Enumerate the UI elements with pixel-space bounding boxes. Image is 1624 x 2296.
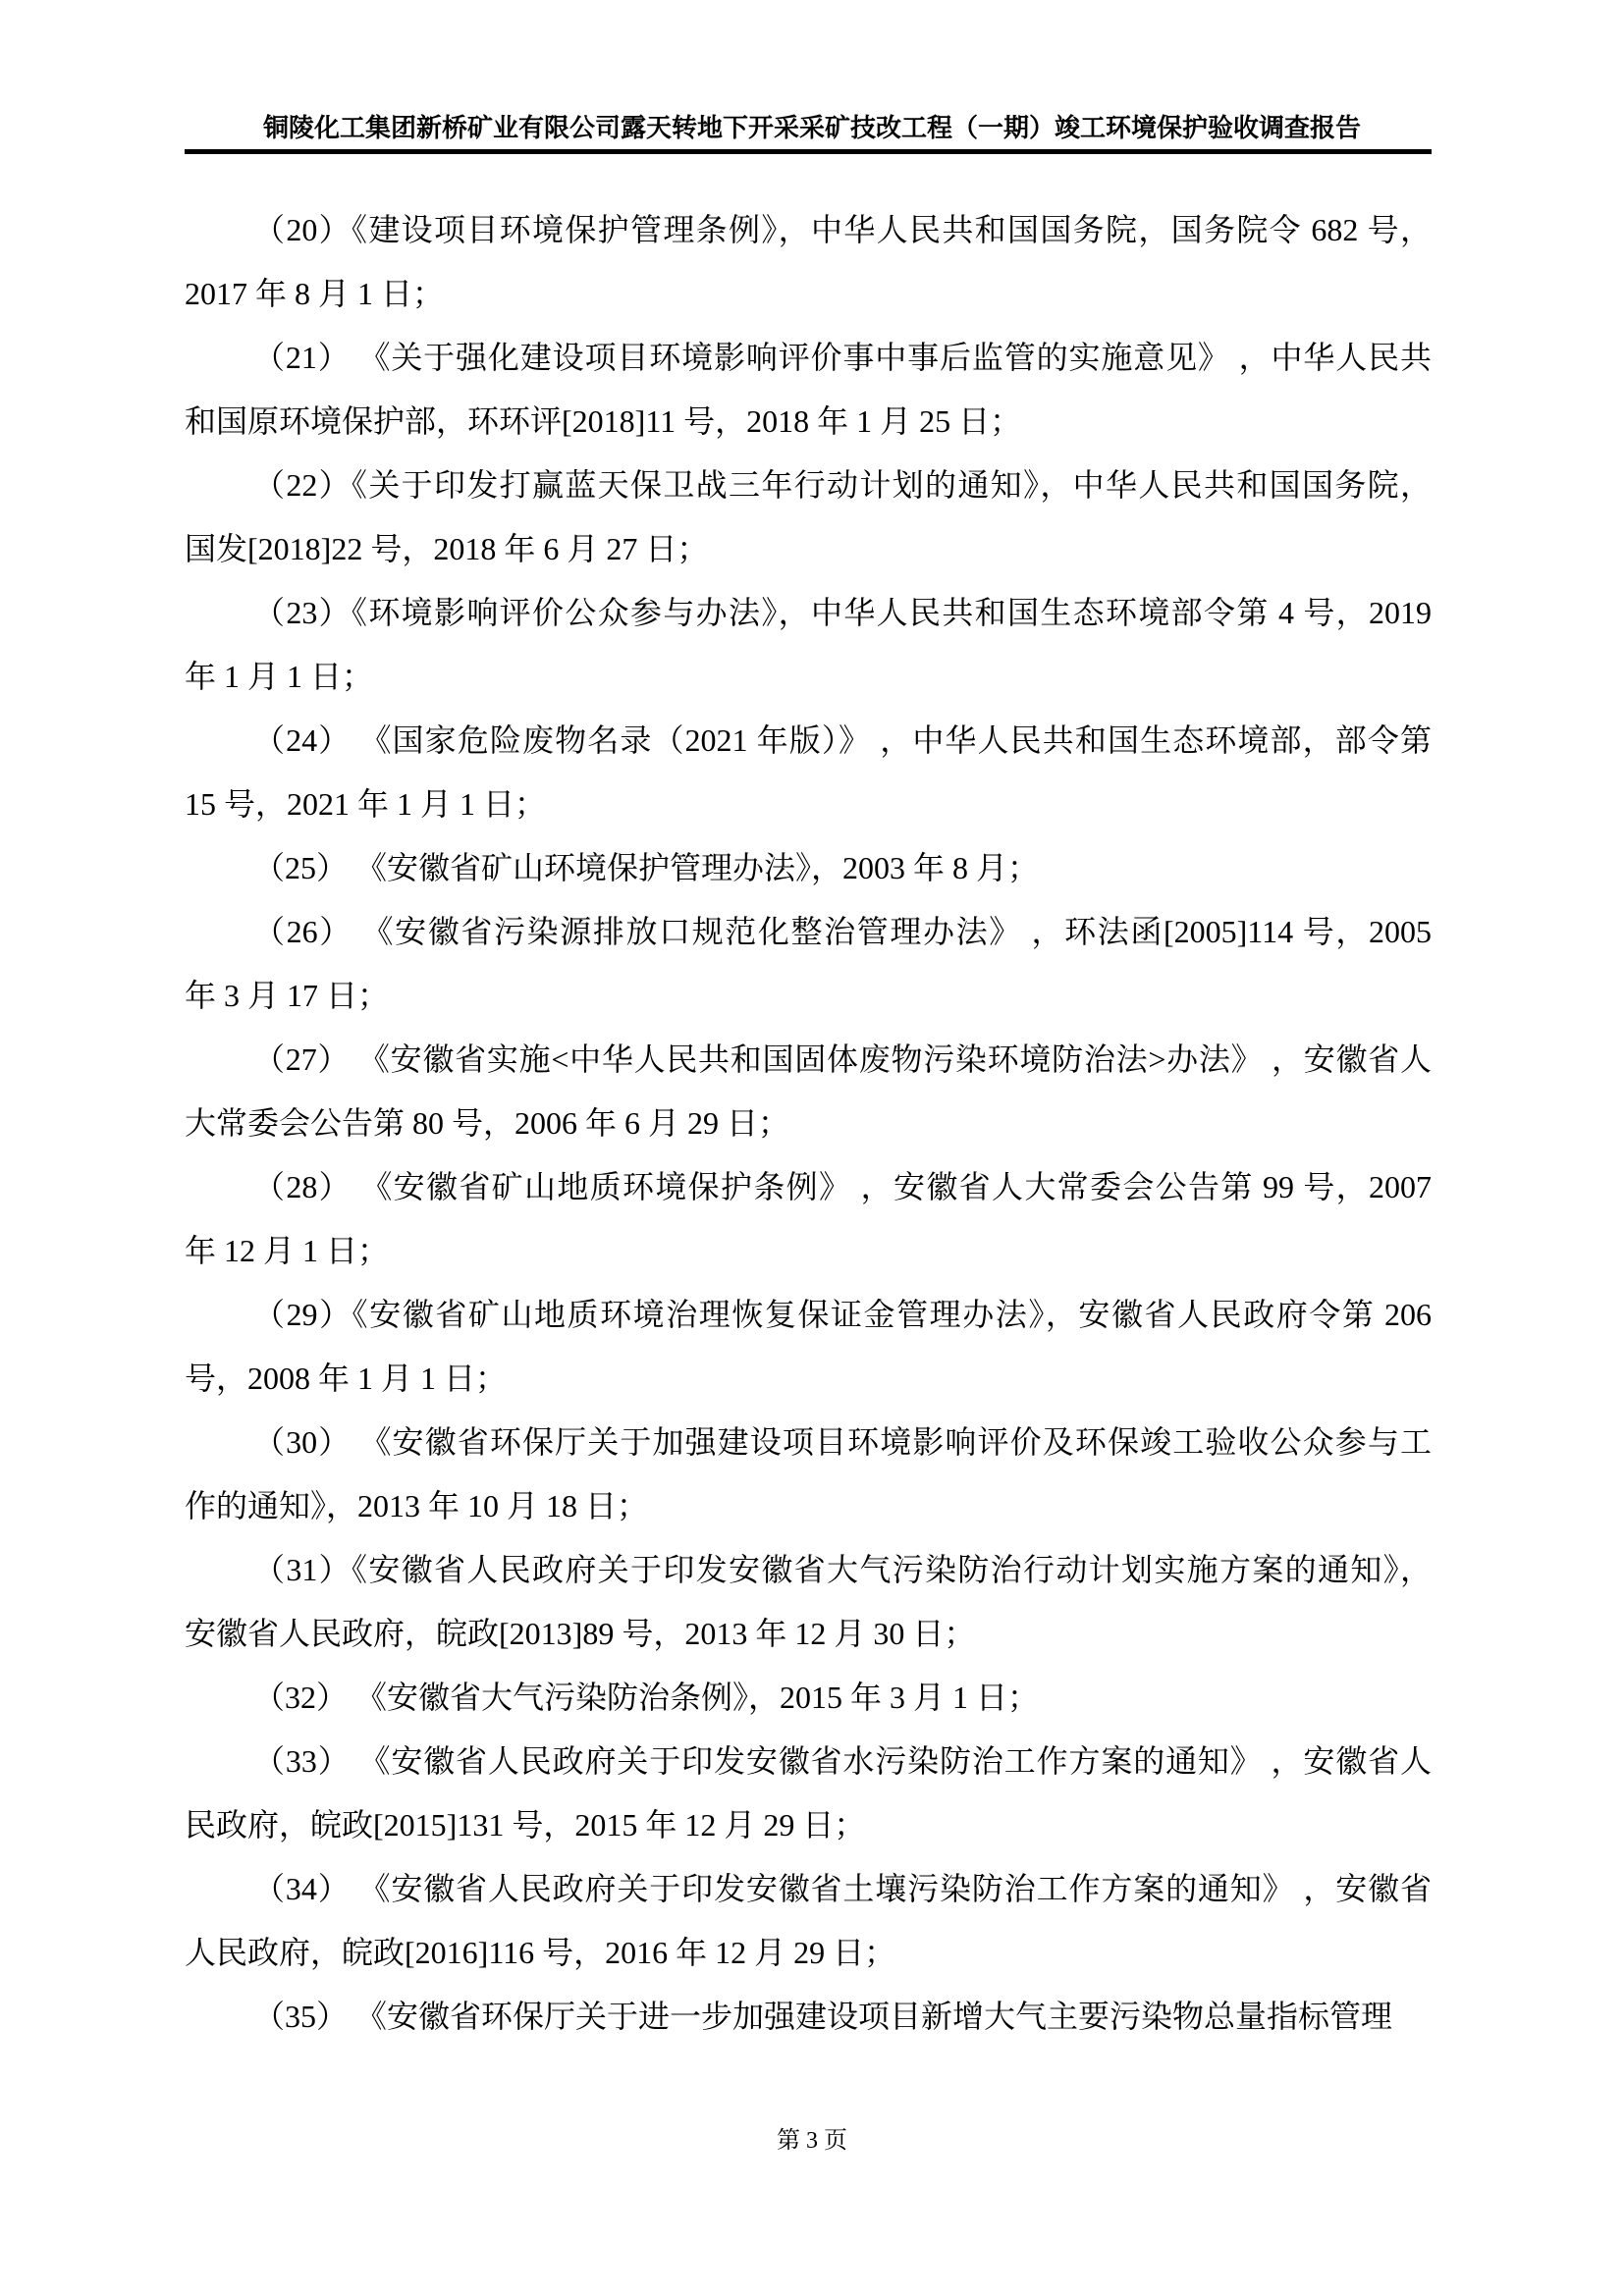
text-line: （23）《环境影响评价公众参与办法》，中华人民共和国生态环境部令第 4 号，2019 (253, 595, 1432, 630)
text-line: 年 1 月 1 日； (185, 659, 374, 694)
text-line: （27） 《安徽省实施<中华人民共和国固体废物污染环境防治法>办法》 ，安徽省人 (253, 1041, 1432, 1077)
text-line: 和国原环境保护部，环环评[2018]11 号，2018 年 1 月 25 日； (185, 403, 1022, 439)
text-line: 年 12 月 1 日； (185, 1233, 390, 1268)
text-line: （32） 《安徽省大气污染防治条例》，2015 年 3 月 1 日； (253, 1680, 1040, 1715)
text-line: 号，2008 年 1 月 1 日； (185, 1361, 508, 1396)
text-line: 民政府，皖政[2015]131 号，2015 年 12 月 29 日； (185, 1807, 866, 1842)
references-list (185, 198, 1432, 2049)
reference-item-20 (185, 198, 1432, 326)
header-rule (185, 149, 1432, 154)
reference-item-31 (185, 1538, 1432, 1666)
text-line: 作的通知》，2013 年 10 月 18 日； (185, 1488, 649, 1523)
reference-item-34 (185, 1857, 1432, 1985)
text-line: （31）《安徽省人民政府关于印发安徽省大气污染防治行动计划实施方案的通知》， (253, 1552, 1432, 1587)
text-line: （26） 《安徽省污染源排放口规范化整治管理办法》 ，环法函[2005]114 号，2005 (253, 914, 1432, 949)
text-line: （25） 《安徽省矿山环境保护管理办法》，2003 年 8 月； (253, 850, 1040, 885)
reference-item-28 (185, 1155, 1432, 1283)
text-line: 2017 年 8 月 1 日； (185, 276, 445, 311)
text-line: （22）《关于印发打赢蓝天保卫战三年行动计划的通知》，中华人民共和国国务院， (253, 467, 1432, 503)
reference-item-32 (185, 1666, 1432, 1730)
reference-item-21 (185, 326, 1432, 454)
text-line: 人民政府，皖政[2016]116 号，2016 年 12 月 29 日； (185, 1935, 896, 1970)
text-line: （29）《安徽省矿山地质环境治理恢复保证金管理办法》，安徽省人民政府令第 206 (253, 1297, 1432, 1332)
reference-item-30 (185, 1411, 1432, 1538)
page-number: 第 3 页 (777, 2128, 847, 2154)
text-line: 国发[2018]22 号，2018 年 6 月 27 日； (185, 531, 709, 566)
reference-item-29 (185, 1283, 1432, 1411)
text-line: （33） 《安徽省人民政府关于印发安徽省水污染防治工作方案的通知》 ，安徽省人 (253, 1743, 1432, 1779)
text-line: （34） 《安徽省人民政府关于印发安徽省土壤污染防治工作方案的通知》 ，安徽省 (253, 1871, 1432, 1906)
text-line: 15 号，2021 年 1 月 1 日； (185, 786, 547, 822)
reference-item-22 (185, 454, 1432, 581)
reference-item-25 (185, 836, 1432, 900)
text-line: （35） 《安徽省环保厅关于进一步加强建设项目新增大气主要污染物总量指标管理 (253, 1999, 1393, 2034)
text-line: （20）《建设项目环境保护管理条例》，中华人民共和国国务院，国务院令 682 号， (253, 212, 1432, 247)
text-line: 年 3 月 17 日； (185, 978, 390, 1013)
running-header: 铜陵化工集团新桥矿业有限公司露天转地下开采采矿技改工程（一期）竣工环境保护验收调查报告 (262, 114, 1361, 142)
reference-item-24 (185, 709, 1432, 836)
text-line: （30） 《安徽省环保厅关于加强建设项目环境影响评价及环保竣工验收公众参与工 (253, 1424, 1432, 1460)
text-line: （21） 《关于强化建设项目环境影响评价事中事后监管的实施意见》 ，中华人民共 (253, 340, 1432, 375)
text-line: （24） 《国家危险废物名录（2021 年版）》 ，中华人民共和国生态环境部，部令第 (253, 722, 1432, 758)
text-line: 安徽省人民政府，皖政[2013]89 号，2013 年 12 月 30 日； (185, 1616, 976, 1651)
reference-item-33 (185, 1730, 1432, 1857)
text-line: （28） 《安徽省矿山地质环境保护条例》 ，安徽省人大常委会公告第 99 号，2007 (253, 1169, 1432, 1204)
reference-item-26 (185, 900, 1432, 1028)
text-line: 大常委会公告第 80 号，2006 年 6 月 29 日； (185, 1105, 790, 1141)
reference-item-35 (185, 1985, 1432, 2049)
reference-item-27 (185, 1028, 1432, 1155)
reference-item-23 (185, 581, 1432, 709)
